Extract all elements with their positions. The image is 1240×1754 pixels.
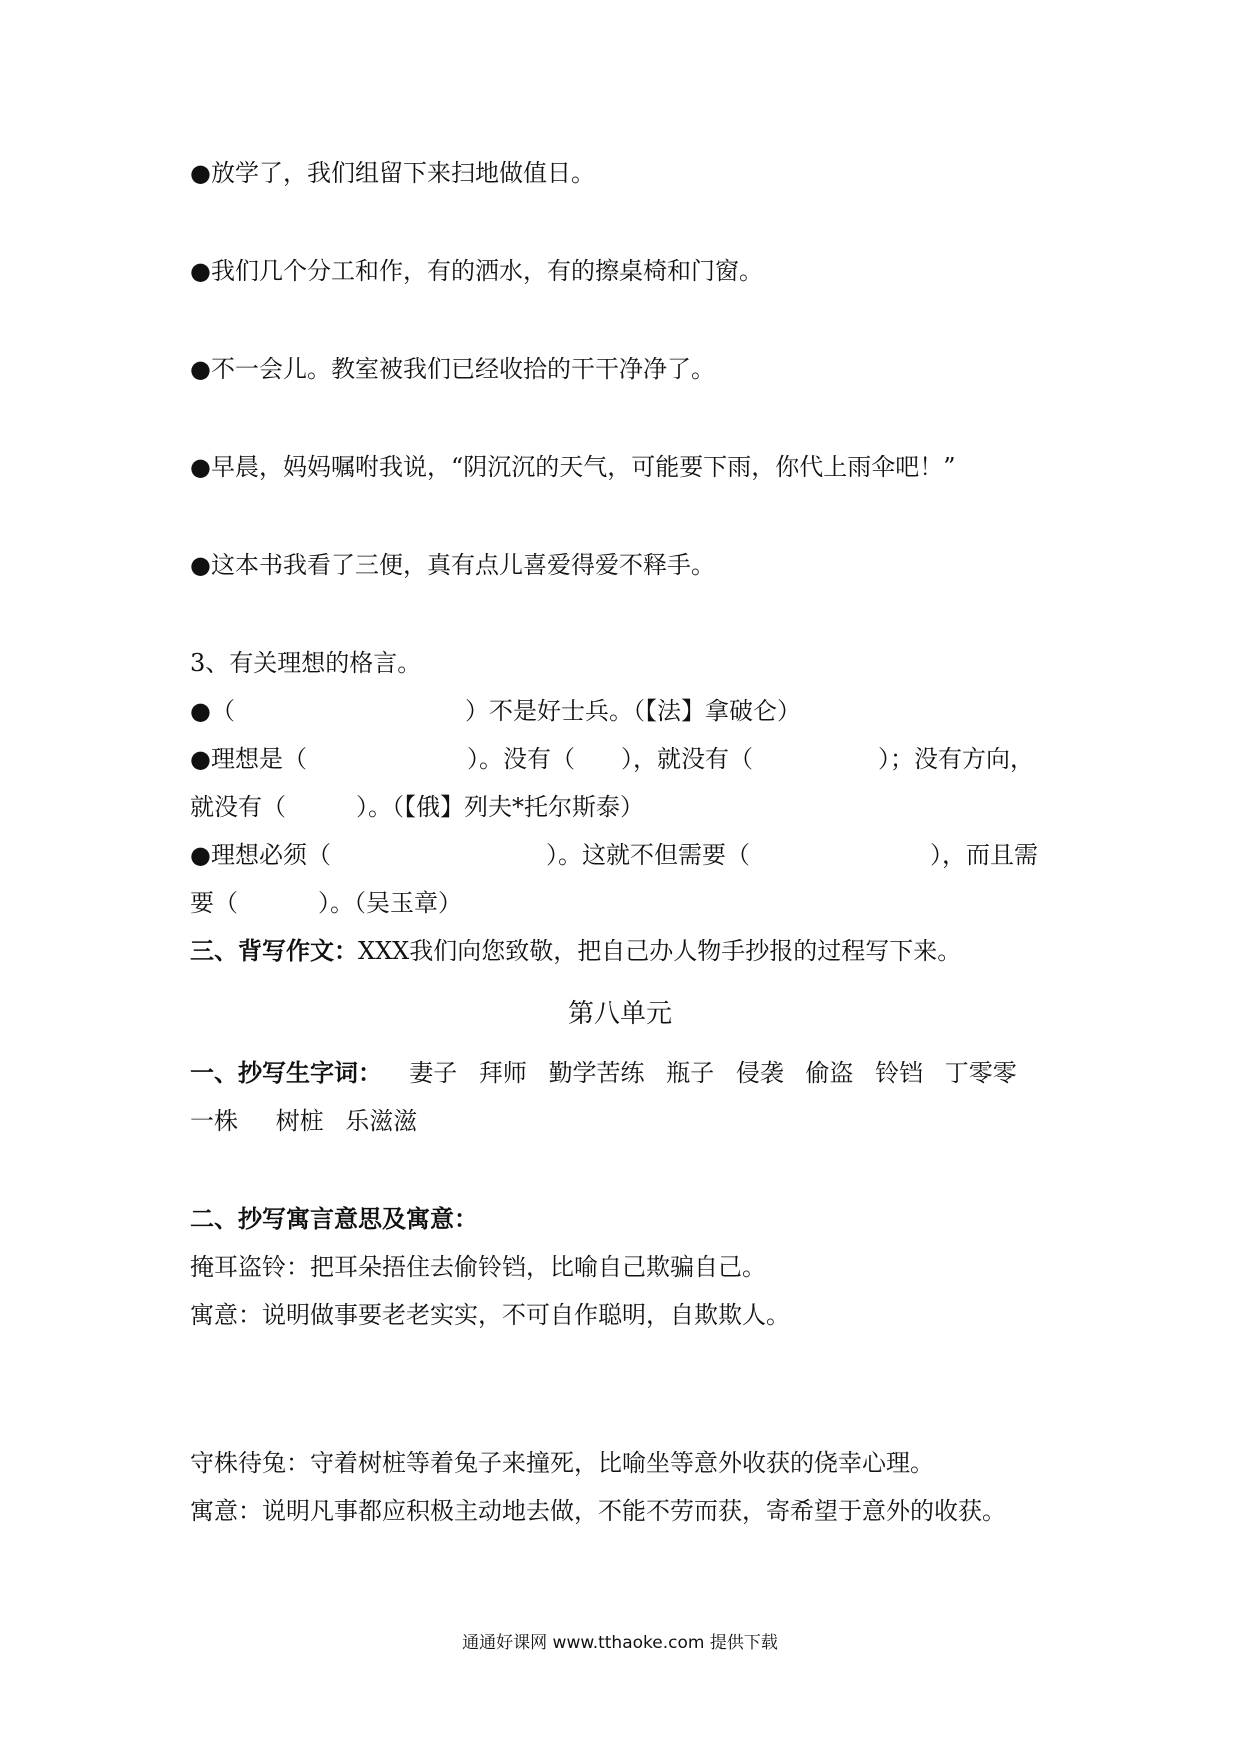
page-footer: 通通好课网 www.tthaoke.com 提供下载: [462, 1633, 778, 1653]
motto-3-line-2: [190, 888, 462, 918]
motto-2-part-c: ），就没有（: [620, 745, 753, 773]
sentence-3: ●不一会儿。教室被我们已经收拾的干干净净了。: [190, 355, 715, 383]
sentence-4: ●早晨，妈妈嘱咐我说，“阴沉沉的天气，可能要下雨，你代上雨伞吧！”: [190, 453, 956, 481]
motto-1-rest: ）不是好士兵。（【法】拿破仑）: [464, 697, 801, 725]
vocab-word: 一株: [190, 1107, 238, 1135]
composition-text: XXX我们向您致敬，把自己办人物手抄报的过程写下来。: [358, 937, 962, 965]
vocab-word: 瓶子: [666, 1059, 715, 1087]
motto-2-line-1: [190, 744, 1034, 774]
unit-title: 第八单元: [567, 999, 672, 1029]
composition-label: 三、背写作文：: [190, 936, 358, 965]
motto-2-part-a: ●理想是（: [190, 745, 307, 773]
vocab-line-2: [190, 1106, 431, 1136]
vocab-word: 丁零零: [944, 1059, 1017, 1087]
vocab-line-1: [190, 1058, 1031, 1088]
composition-line: [190, 936, 961, 966]
vocab-word: 勤学苦练: [548, 1059, 645, 1087]
fable-1-meaning: 掩耳盗铃：把耳朵捂住去偷铃铛，比喻自己欺骗自己。: [190, 1253, 766, 1281]
fable-2-meaning: 守株待兔：守着树桩等着兔子来撞死，比喻坐等意外收获的侥幸心理。: [190, 1449, 934, 1477]
motto-1-open: ●（: [190, 697, 235, 725]
motto-1: [190, 696, 801, 726]
motto-3-part-a: ●理想必须（: [190, 841, 331, 869]
vocab-word: 拜师: [478, 1059, 527, 1087]
motto-2-line-2: [190, 792, 644, 822]
fables-label: 二、抄写寓言意思及寓意：: [190, 1204, 478, 1233]
vocab-word: 树桩: [275, 1107, 324, 1135]
vocab-word: 乐滋滋: [345, 1107, 418, 1135]
fable-2-moral: 寓意：说明凡事都应积极主动地去做，不能不劳而获，寄希望于意外的收获。: [190, 1497, 1006, 1525]
motto-2-part-f: ）。（【俄】列夫*托尔斯泰）: [356, 793, 644, 821]
vocab-label: 一、抄写生字词：: [190, 1058, 382, 1087]
sentence-1: ●放学了，我们组留下来扫地做值日。: [190, 159, 595, 187]
motto-2-part-e: 就没有（: [190, 793, 286, 821]
motto-3-line-1: [190, 840, 1038, 870]
motto-2-part-b: ）。没有（: [466, 745, 575, 773]
motto-3-part-b: ）。这就不但需要（: [545, 841, 750, 869]
motto-3-part-e: ）。（吴玉章）: [318, 889, 462, 917]
vocab-word: 铃铛: [875, 1059, 924, 1087]
sentence-5: ●这本书我看了三便，真有点儿喜爱得爱不释手。: [190, 551, 715, 579]
fable-1-moral: 寓意：说明做事要老老实实，不可自作聪明，自欺欺人。: [190, 1301, 790, 1329]
mottos-heading: 3、有关理想的格言。: [190, 649, 422, 677]
motto-3-part-c: ），而且需: [929, 841, 1038, 869]
motto-3-part-d: 要（: [190, 889, 238, 917]
vocab-word: 妻子: [409, 1059, 458, 1087]
vocab-word: 偷盗: [805, 1059, 854, 1087]
vocab-word: 侵袭: [735, 1059, 784, 1087]
sentence-2: ●我们几个分工和作，有的洒水，有的擦桌椅和门窗。: [190, 257, 763, 285]
motto-2-part-d: ）；没有方向，: [877, 745, 1034, 773]
